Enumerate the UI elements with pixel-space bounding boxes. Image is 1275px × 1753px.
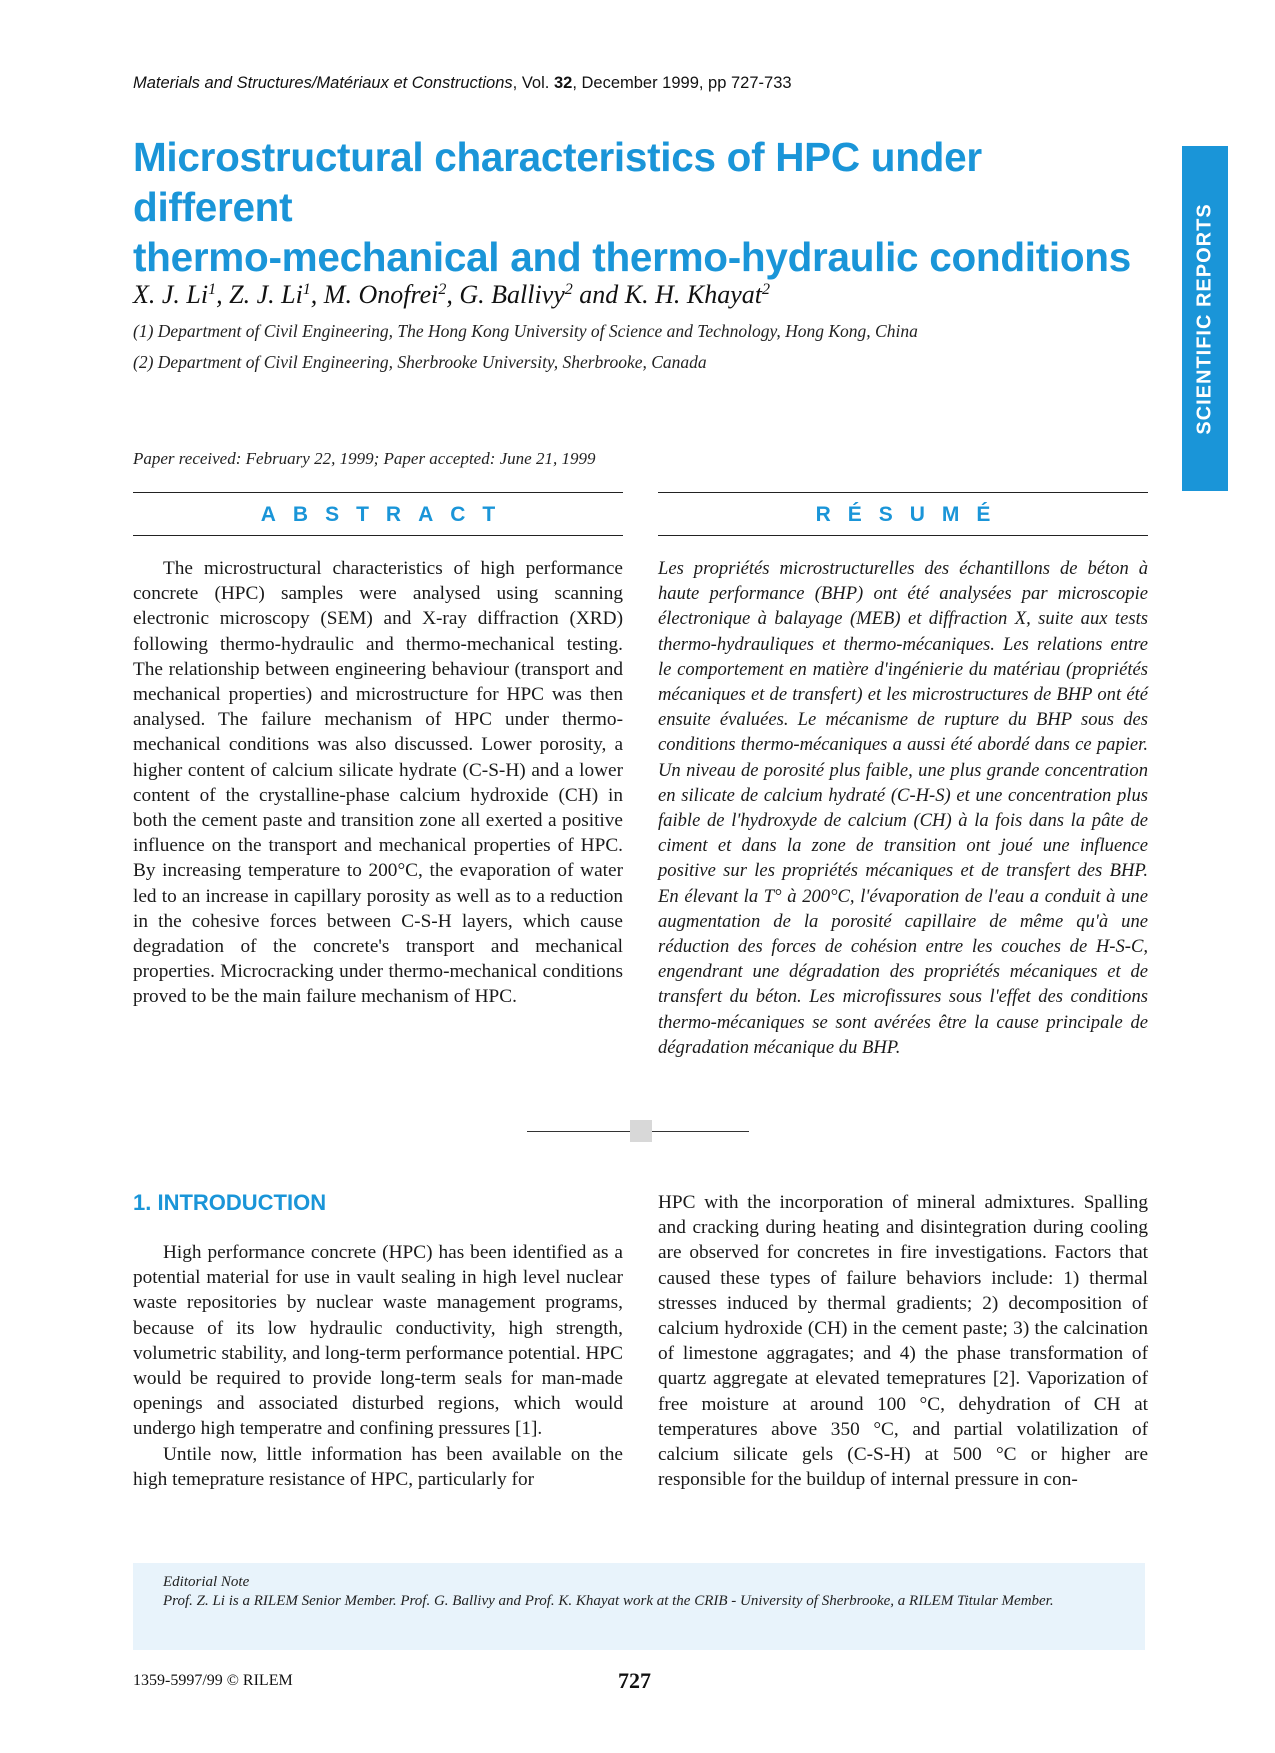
author-list bbox=[133, 280, 770, 310]
author-name: M. Onofrei bbox=[323, 280, 439, 309]
resume-heading: RÉSUMÉ bbox=[815, 503, 1008, 526]
volume-prefix: , Vol. bbox=[512, 74, 554, 92]
author-affiliation-mark: 2 bbox=[564, 281, 573, 298]
page-number: 727 bbox=[618, 1668, 651, 1693]
intro-paragraph: Untile now, little information has been available on the high temeprature resistance of HPC, particularly for bbox=[133, 1443, 623, 1490]
author-affiliation-mark: 2 bbox=[762, 281, 771, 298]
volume-number: 32 bbox=[553, 74, 573, 92]
resume-top-rule bbox=[658, 492, 1148, 493]
intro-paragraph: HPC with the incorporation of mineral admixtures. Spalling and cracking during heating and disintegration during cooling are observed for concretes in fire investigations. Factors that caused these types of failure behaviors include: 1) thermal stresses induced by thermal gradients; 2) decomposition of calcium hydroxide (CH) in the cement paste; 3) the calcination of limestone aggragates; and 4) the phase transformation of quartz aggregate at elevated temepratures [2]. Vaporization of free moisture at around 100 °C, dehydration of CH at temperatures above 350 °C, and partial volatilization of calcium silicate gels (C-S-H) at 500 °C or higher are responsible for the buildup of internal pressure in con- bbox=[658, 1192, 1148, 1491]
journal-name: Materials and Structures/Matériaux et Constructions bbox=[133, 74, 513, 92]
author-affiliation-mark: 1 bbox=[208, 281, 217, 298]
author-affiliation-mark: 1 bbox=[302, 281, 311, 298]
resume-paragraph: Les propriétés microstructurelles des échantillons de béton à haute performance (BHP) ont été analysées par microscopie électronique à balayage (MEB) et diffraction X, suite aux tests thermo-hydrauliques et thermo-mécaniques. Les relations entre le comportement en matière d'ingénierie du matériau (propriétés mécaniques et de transfert) et les microstructures de BHP ont été ensuite évaluées. Le mécanisme de rupture du BHP sous des conditions thermo-mécaniques a aussi été abordé dans ce papier. Un niveau de porosité plus faible, une plus grande concentration en silicate de calcium hydraté (C-H-S) et une concentration plus faible de l'hydroxyde de calcium (CH) à la fois dans la pâte de ciment et dans la zone de transition ont joué une influence positive sur les propriétés mécaniques et de transfert des BHP. En élevant la T° à 200°C, l'évaporation de l'eau a conduit à une augmentation de la porosité capillaire de même qu'à une réduction des forces de cohésion entre les couches de H-S-C, engendrant une dégradation des propriétés mécaniques et de transfert du béton. Les microfissures sous l'effet des conditions thermo-mécaniques se sont avérées être la cause principale de dégradation mécanique du BHP. bbox=[658, 558, 1148, 1058]
abstract-body bbox=[133, 556, 623, 1010]
journal-citation bbox=[133, 74, 792, 93]
author-name: X. J. Li bbox=[133, 280, 209, 309]
received-accepted-dates: Paper received: February 22, 1999; Paper accepted: June 21, 1999 bbox=[133, 449, 596, 468]
affiliation: (1) Department of Civil Engineering, The Hong Kong University of Science and Technology, Hong Kong, China bbox=[133, 321, 918, 341]
author-name: G. Ballivy bbox=[459, 280, 565, 309]
separator-square bbox=[630, 1120, 652, 1142]
title-line: thermo-mechanical and thermo-hydraulic conditions bbox=[133, 234, 1131, 280]
intro-paragraph: High performance concrete (HPC) has been identified as a potential material for use in vault sealing in high level nuclear waste repositories by nuclear waste management programs, because of its low hydraulic conductivity, high strength, volumetric stability, and long-term performance potential. HPC would be required to provide long-term seals for man-made openings and associated disturbed regions, which would undergo high temperatre and confining pressures [1]. bbox=[133, 1242, 623, 1440]
author-name: Z. J. Li bbox=[229, 280, 303, 309]
author-affiliation-mark: 2 bbox=[438, 281, 447, 298]
author-separator: , bbox=[446, 280, 460, 309]
section-side-tab bbox=[1182, 146, 1228, 491]
abstract-top-rule bbox=[133, 492, 623, 493]
author-separator: , bbox=[310, 280, 324, 309]
date-pages: , December 1999, pp 727-733 bbox=[572, 74, 792, 92]
editorial-note bbox=[133, 1563, 1145, 1650]
side-tab-label: SCIENTIFIC REPORTS bbox=[1193, 202, 1216, 435]
resume-bottom-rule bbox=[658, 535, 1148, 536]
abstract-bottom-rule bbox=[133, 535, 623, 536]
title-line: Microstructural characteristics of HPC under different bbox=[133, 134, 982, 230]
resume-body bbox=[658, 556, 1148, 1060]
intro-right-column bbox=[658, 1190, 1148, 1492]
author-name: K. H. Khayat bbox=[624, 280, 763, 309]
affiliation: (2) Department of Civil Engineering, Sherbrooke University, Sherbrooke, Canada bbox=[133, 352, 707, 372]
author-separator: , bbox=[216, 280, 230, 309]
paper-title bbox=[133, 132, 1133, 282]
section-heading: 1. INTRODUCTION bbox=[133, 1190, 327, 1215]
abstract-heading: ABSTRACT bbox=[260, 503, 513, 526]
intro-left-column bbox=[133, 1240, 623, 1492]
abstract-paragraph: The microstructural characteristics of high performance concrete (HPC) samples were analysed using scanning electronic microscopy (SEM) and X-ray diffraction (XRD) following thermo-hydraulic and thermo-mechanical testing. The relationship between engineering behaviour (transport and mechanical properties) and microstructure for HPC was then analysed. The failure mechanism of HPC under thermo-mechanical conditions was also discussed. Lower porosity, a higher content of calcium silicate hydrate (C-S-H) and a lower content of the crystalline-phase calcium hydroxide (CH) in both the cement paste and transition zone all exerted a positive influence on the transport and mechanical properties of HPC. By increasing temperature to 200°C, the evaporation of water led to an increase in capillary porosity as well as to a reduction in the cohesive forces between C-S-H layers, which cause degradation of the concrete's transport and mechanical properties. Microcracking under thermo-mechanical conditions proved to be the main failure mechanism of HPC. bbox=[133, 558, 623, 1008]
editorial-note-text: Prof. Z. Li is a RILEM Senior Member. Prof. G. Ballivy and Prof. K. Khayat work at the CRIB - University of Sherbrooke, a RILEM Titular Member. bbox=[163, 1593, 1054, 1609]
editorial-note-label: Editorial Note bbox=[163, 1574, 250, 1590]
issn-copyright: 1359-5997/99 © RILEM bbox=[133, 1672, 293, 1689]
author-separator: and bbox=[572, 280, 625, 309]
